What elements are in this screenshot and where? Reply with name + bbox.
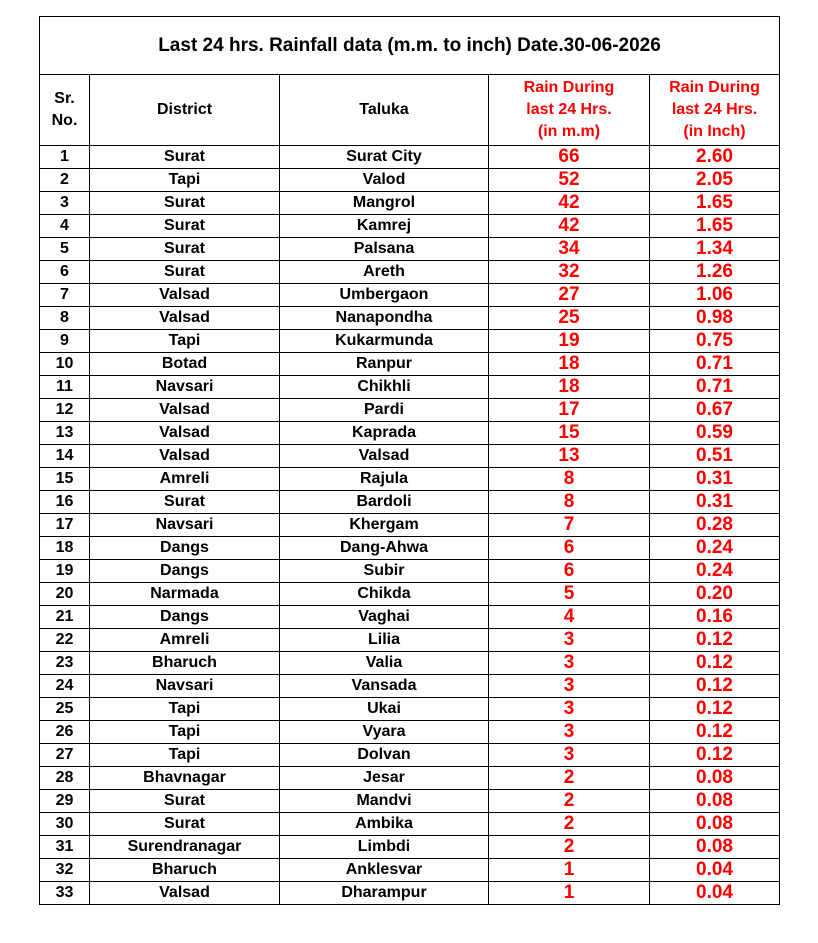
cell-rain-mm: 3 [489,652,650,675]
cell-district: Surendranagar [90,836,280,859]
cell-taluka: Dharampur [280,882,489,905]
cell-taluka: Nanapondha [280,307,489,330]
cell-sr-no: 8 [40,307,90,330]
cell-rain-inch: 0.20 [650,583,780,606]
cell-rain-mm: 6 [489,537,650,560]
cell-rain-inch: 2.60 [650,146,780,169]
cell-taluka: Limbdi [280,836,489,859]
header-rain-inch-line-1: Rain During [669,79,760,96]
cell-rain-mm: 17 [489,399,650,422]
cell-rain-inch: 1.34 [650,238,780,261]
table-row [40,238,780,261]
cell-rain-inch: 2.05 [650,169,780,192]
cell-rain-inch: 0.71 [650,376,780,399]
table-row [40,629,780,652]
header-row [40,75,780,146]
cell-rain-inch: 0.51 [650,445,780,468]
cell-sr-no: 22 [40,629,90,652]
cell-sr-no: 9 [40,330,90,353]
table-row [40,698,780,721]
cell-district: Valsad [90,882,280,905]
cell-district: Surat [90,491,280,514]
table-row [40,583,780,606]
cell-sr-no: 10 [40,353,90,376]
table-row [40,284,780,307]
cell-sr-no: 12 [40,399,90,422]
cell-rain-mm: 3 [489,721,650,744]
cell-rain-mm: 15 [489,422,650,445]
cell-sr-no: 3 [40,192,90,215]
cell-rain-mm: 2 [489,836,650,859]
cell-rain-inch: 0.08 [650,767,780,790]
table-row [40,744,780,767]
cell-district: Botad [90,353,280,376]
cell-sr-no: 11 [40,376,90,399]
cell-rain-mm: 3 [489,629,650,652]
cell-rain-inch: 1.65 [650,192,780,215]
cell-district: Tapi [90,744,280,767]
cell-rain-mm: 8 [489,491,650,514]
cell-district: Surat [90,146,280,169]
cell-rain-mm: 1 [489,859,650,882]
cell-rain-mm: 27 [489,284,650,307]
cell-rain-inch: 0.12 [650,698,780,721]
cell-district: Amreli [90,468,280,491]
cell-rain-mm: 66 [489,146,650,169]
cell-rain-mm: 3 [489,675,650,698]
cell-rain-mm: 34 [489,238,650,261]
header-taluka: Taluka [280,75,489,146]
cell-rain-mm: 8 [489,468,650,491]
cell-sr-no: 21 [40,606,90,629]
cell-rain-mm: 2 [489,790,650,813]
table-row [40,882,780,905]
cell-rain-mm: 4 [489,606,650,629]
cell-taluka: Vaghai [280,606,489,629]
cell-sr-no: 26 [40,721,90,744]
table-row [40,468,780,491]
cell-district: Surat [90,215,280,238]
cell-district: Tapi [90,721,280,744]
header-sr-line-2: No. [51,112,78,129]
cell-taluka: Vansada [280,675,489,698]
table-row [40,560,780,583]
cell-rain-inch: 0.12 [650,675,780,698]
cell-taluka: Kaprada [280,422,489,445]
cell-rain-inch: 0.28 [650,514,780,537]
cell-rain-mm: 3 [489,698,650,721]
table-row [40,790,780,813]
cell-district: Bharuch [90,859,280,882]
cell-rain-inch: 0.08 [650,813,780,836]
cell-taluka: Ukai [280,698,489,721]
rainfall-table [39,16,780,905]
cell-taluka: Chikhli [280,376,489,399]
table-row [40,606,780,629]
cell-taluka: Pardi [280,399,489,422]
cell-taluka: Jesar [280,767,489,790]
cell-sr-no: 15 [40,468,90,491]
cell-rain-mm: 2 [489,813,650,836]
cell-sr-no: 14 [40,445,90,468]
table-row [40,261,780,284]
cell-sr-no: 28 [40,767,90,790]
cell-district: Navsari [90,376,280,399]
header-rain-inch [650,75,780,146]
table-row [40,215,780,238]
cell-district: Dangs [90,537,280,560]
cell-district: Surat [90,238,280,261]
cell-rain-inch: 0.71 [650,353,780,376]
cell-rain-inch: 0.12 [650,744,780,767]
cell-district: Dangs [90,560,280,583]
cell-taluka: Kukarmunda [280,330,489,353]
cell-district: Amreli [90,629,280,652]
cell-rain-mm: 42 [489,192,650,215]
cell-taluka: Valia [280,652,489,675]
table-row [40,813,780,836]
table-row [40,514,780,537]
cell-district: Bharuch [90,652,280,675]
header-district: District [90,75,280,146]
cell-rain-mm: 2 [489,767,650,790]
cell-sr-no: 7 [40,284,90,307]
table-body [40,146,780,905]
cell-sr-no: 24 [40,675,90,698]
cell-rain-inch: 0.12 [650,721,780,744]
cell-rain-mm: 7 [489,514,650,537]
cell-sr-no: 4 [40,215,90,238]
header-rain-mm [489,75,650,146]
cell-taluka: Surat City [280,146,489,169]
cell-taluka: Rajula [280,468,489,491]
table-row [40,376,780,399]
header-rain-inch-line-2: last 24 Hrs. [671,101,758,118]
cell-sr-no: 30 [40,813,90,836]
cell-rain-mm: 3 [489,744,650,767]
cell-rain-mm: 19 [489,330,650,353]
cell-taluka: Umbergaon [280,284,489,307]
cell-district: Valsad [90,422,280,445]
cell-rain-inch: 0.24 [650,537,780,560]
cell-district: Valsad [90,445,280,468]
cell-rain-inch: 0.16 [650,606,780,629]
cell-rain-mm: 5 [489,583,650,606]
cell-rain-inch: 0.31 [650,468,780,491]
cell-rain-mm: 1 [489,882,650,905]
cell-rain-inch: 0.59 [650,422,780,445]
cell-sr-no: 31 [40,836,90,859]
header-sr-line-1: Sr. [54,90,75,107]
cell-taluka: Mandvi [280,790,489,813]
cell-district: Surat [90,261,280,284]
table-row [40,491,780,514]
cell-district: Tapi [90,169,280,192]
cell-rain-mm: 32 [489,261,650,284]
cell-rain-mm: 18 [489,376,650,399]
cell-sr-no: 13 [40,422,90,445]
cell-district: Tapi [90,698,280,721]
cell-taluka: Areth [280,261,489,284]
cell-rain-inch: 0.75 [650,330,780,353]
cell-taluka: Lilia [280,629,489,652]
cell-taluka: Ambika [280,813,489,836]
title-row [40,17,780,75]
cell-sr-no: 25 [40,698,90,721]
cell-taluka: Chikda [280,583,489,606]
cell-district: Surat [90,192,280,215]
cell-taluka: Valod [280,169,489,192]
table-row [40,859,780,882]
cell-rain-inch: 0.12 [650,652,780,675]
table-row [40,146,780,169]
cell-sr-no: 1 [40,146,90,169]
cell-taluka: Kamrej [280,215,489,238]
header-rain-mm-line-2: last 24 Hrs. [526,101,612,118]
table-row [40,399,780,422]
cell-taluka: Anklesvar [280,859,489,882]
cell-rain-mm: 13 [489,445,650,468]
cell-sr-no: 19 [40,560,90,583]
table-row [40,445,780,468]
header-rain-inch-line-3: (in Inch) [683,123,746,140]
cell-district: Valsad [90,307,280,330]
table-title: Last 24 hrs. Rainfall data (m.m. to inch) Date.30-06-2026 [40,17,780,75]
table-row [40,307,780,330]
table-row [40,192,780,215]
table-row [40,675,780,698]
cell-taluka: Khergam [280,514,489,537]
cell-rain-inch: 0.04 [650,859,780,882]
cell-district: Narmada [90,583,280,606]
table-row [40,836,780,859]
cell-sr-no: 2 [40,169,90,192]
cell-sr-no: 33 [40,882,90,905]
header-sr-no [40,75,90,146]
cell-rain-mm: 18 [489,353,650,376]
cell-taluka: Dang-Ahwa [280,537,489,560]
cell-rain-inch: 1.06 [650,284,780,307]
cell-rain-inch: 0.08 [650,790,780,813]
cell-rain-mm: 6 [489,560,650,583]
cell-rain-inch: 0.12 [650,629,780,652]
table-row [40,169,780,192]
cell-taluka: Mangrol [280,192,489,215]
table-row [40,537,780,560]
cell-sr-no: 6 [40,261,90,284]
cell-district: Surat [90,790,280,813]
cell-taluka: Subir [280,560,489,583]
cell-rain-inch: 0.04 [650,882,780,905]
table-row [40,767,780,790]
cell-taluka: Vyara [280,721,489,744]
table-row [40,721,780,744]
cell-sr-no: 18 [40,537,90,560]
cell-taluka: Palsana [280,238,489,261]
table-row [40,353,780,376]
cell-sr-no: 29 [40,790,90,813]
cell-taluka: Valsad [280,445,489,468]
cell-district: Valsad [90,284,280,307]
cell-rain-inch: 1.26 [650,261,780,284]
header-rain-mm-line-1: Rain During [523,79,615,96]
cell-rain-mm: 52 [489,169,650,192]
cell-sr-no: 27 [40,744,90,767]
cell-district: Navsari [90,514,280,537]
cell-rain-inch: 1.65 [650,215,780,238]
cell-district: Navsari [90,675,280,698]
cell-district: Surat [90,813,280,836]
table-row [40,652,780,675]
cell-rain-mm: 25 [489,307,650,330]
cell-district: Valsad [90,399,280,422]
cell-rain-inch: 0.31 [650,491,780,514]
header-rain-mm-line-3: (in m.m) [537,123,601,140]
cell-sr-no: 17 [40,514,90,537]
cell-sr-no: 5 [40,238,90,261]
cell-district: Tapi [90,330,280,353]
cell-sr-no: 32 [40,859,90,882]
cell-sr-no: 20 [40,583,90,606]
cell-sr-no: 23 [40,652,90,675]
cell-taluka: Dolvan [280,744,489,767]
cell-rain-inch: 0.08 [650,836,780,859]
cell-rain-inch: 0.67 [650,399,780,422]
cell-rain-inch: 0.98 [650,307,780,330]
cell-rain-mm: 42 [489,215,650,238]
table-row [40,330,780,353]
cell-district: Bhavnagar [90,767,280,790]
cell-taluka: Ranpur [280,353,489,376]
cell-taluka: Bardoli [280,491,489,514]
cell-sr-no: 16 [40,491,90,514]
cell-rain-inch: 0.24 [650,560,780,583]
cell-district: Dangs [90,606,280,629]
table-row [40,422,780,445]
